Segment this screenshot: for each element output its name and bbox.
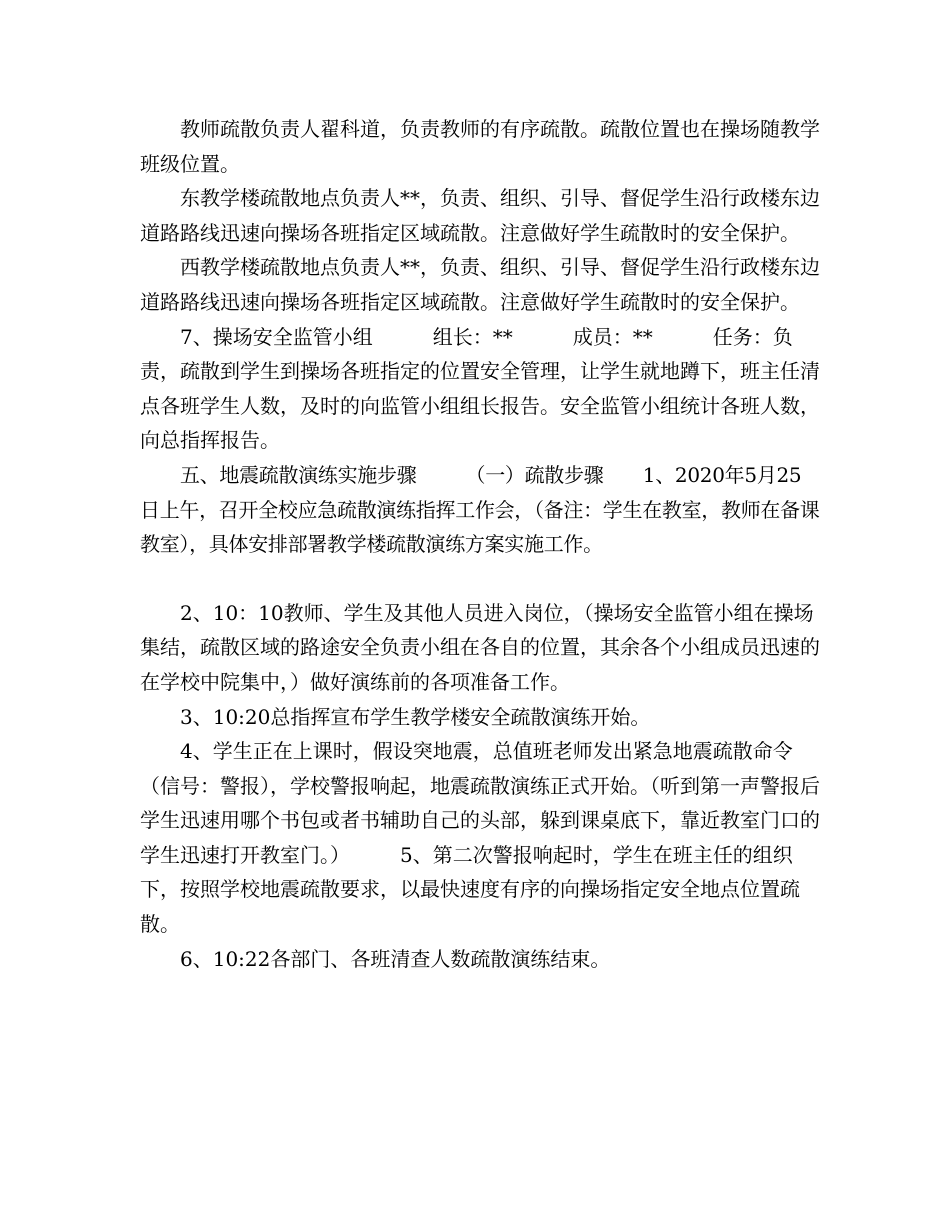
- paragraph-step-4-5: 4、学生正在上课时，假设突地震，总值班老师发出紧急地震疏散命令（信号：警报），学校警报响起，地震疏散演练正式开始。（听到第一声警报后学生迅速用哪个书包或者书辅助自己的头部，躲到课桌底下，靠近教室门口的学生迅速打开教室门。） 5、第二次警报响起时，学生在班主任的组织下，按照学校地震疏散要求，以最快速度有序的向操场指定安全地点位置疏散。: [140, 739, 820, 937]
- paragraph-step-3: 3、10:20总指挥宣布学生教学楼安全疏散演练开始。: [180, 704, 651, 729]
- paragraph-playground-supervision: 7、操场安全监管小组 组长：** 成员：** 任务：负责，疏散到学生到操场各班指定的位置安全管理，让学生就地蹲下，班主任清点各班学生人数，及时的向监管小组组长报告。安全监管小组统计各班人数，向总指挥报告。: [140, 324, 820, 453]
- paragraph-step-6: 6、10:22各部门、各班清查人数疏散演练结束。: [180, 946, 611, 971]
- paragraph-drill-steps: 五、地震疏散演练实施步骤 （一）疏散步骤 1、2020年5月25日上午，召开全校应急疏散演练指挥工作会，（备注：学生在教室，教师在备课教室），具体安排部署教学楼疏散演练方案实施工作。: [140, 462, 820, 557]
- paragraph-west-building: 西教学楼疏散地点负责人**，负责、组织、引导、督促学生沿行政楼东边道路路线迅速向操场各班指定区域疏散。注意做好学生疏散时的安全保护。: [140, 255, 820, 314]
- paragraph-spacer: [140, 562, 820, 596]
- paragraph-east-building: 东教学楼疏散地点负责人**，负责、组织、引导、督促学生沿行政楼东边道路路线迅速向操场各班指定区域疏散。注意做好学生疏散时的安全保护。: [140, 186, 820, 245]
- paragraph-step-2: 2、10：10教师、学生及其他人员进入岗位，（操场安全监管小组在操场集结，疏散区域的路途安全负责小组在各自的位置，其余各个小组成员迅速的在学校中院集中，）做好演练前的各项准备工作。: [140, 600, 820, 694]
- paragraph-teacher-evacuation: 教师疏散负责人翟科道，负责教师的有序疏散。疏散位置也在操场随教学班级位置。: [140, 117, 820, 176]
- document-body: [140, 112, 820, 976]
